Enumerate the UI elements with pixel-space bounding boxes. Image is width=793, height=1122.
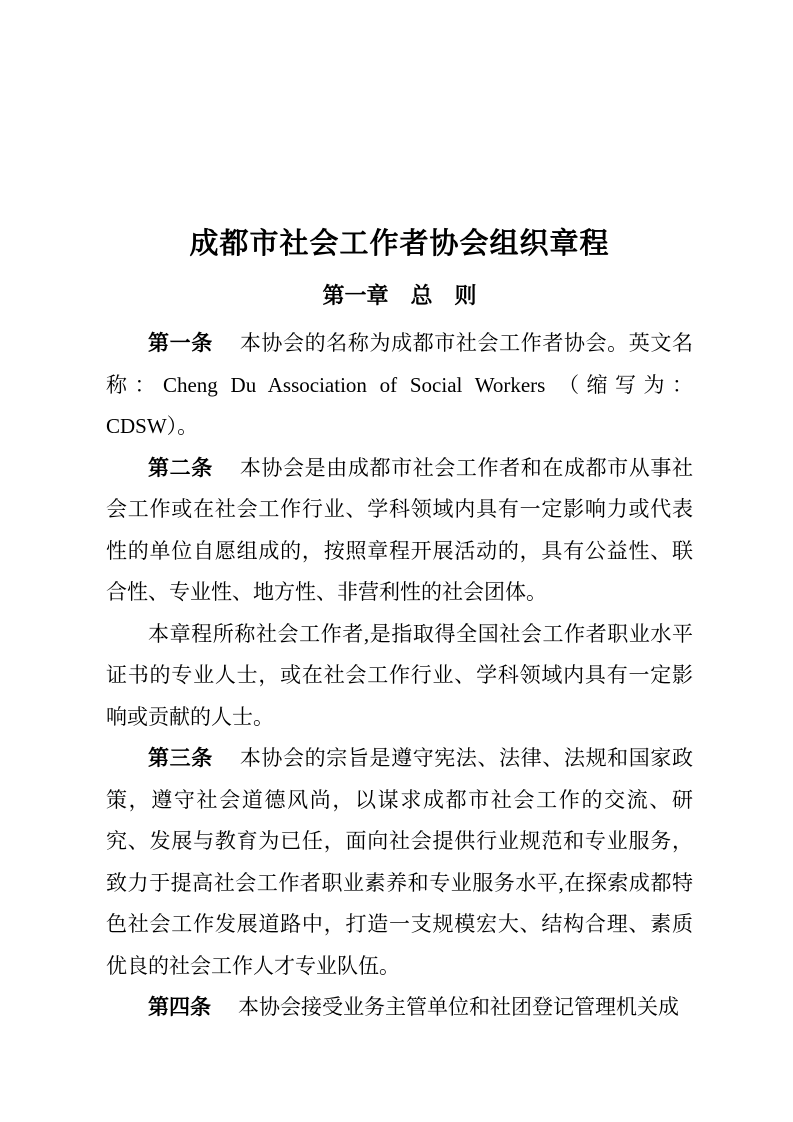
body-text <box>106 323 693 1029</box>
chapter-heading: 第一章 总 则 <box>322 283 477 308</box>
paragraph-article-1 <box>106 323 693 448</box>
article-2-label: 第二条 <box>148 455 213 480</box>
paragraph-article-2 <box>106 448 693 614</box>
paragraph-article-2-continuation <box>106 614 693 739</box>
article-3-label: 第三条 <box>148 746 213 770</box>
article-2-text: 本协会是由成都市社会工作者和在成都市从事社会工作或在社会工作行业、学科领域内具有一定影响力或代表性的单位自愿组成的，按照章程开展活动的，具有公益性、联合性、专业性、地方性、非营利性的社会团体。 <box>106 455 694 604</box>
article-3-text: 本协会的宗旨是遵守宪法、法律、法规和国家政策，遵守社会道德风尚，以谋求成都市社会工作的交流、研究、发展与教育为已任，面向社会提供行业规范和专业服务，致力于提高社会工作者职业素养和专业服务水平,在探索成都特色社会工作发展道路中，打造一支规模宏大、结构合理、素质优良的社会工作人才专业队伍。 <box>106 746 694 978</box>
document-title: 成都市社会工作者协会组织章程 <box>189 228 610 260</box>
continuation-text: 本章程所称社会工作者,是指取得全国社会工作者职业水平证书的专业人士，或在社会工作行业、学科领域内具有一定影响或贡献的人士。 <box>106 621 693 729</box>
paragraph-article-3 <box>106 738 693 987</box>
article-1-label: 第一条 <box>148 331 213 355</box>
article-4-label: 第四条 <box>148 995 211 1019</box>
article-1-text: 本协会的名称为成都市社会工作者协会。英文名称：Cheng Du Association of Social Workers （缩写为：CDSW）。 <box>106 331 694 438</box>
article-4-text: 本协会接受业务主管单位和社团登记管理机关成 <box>238 995 679 1019</box>
paragraph-article-4 <box>106 987 693 1029</box>
